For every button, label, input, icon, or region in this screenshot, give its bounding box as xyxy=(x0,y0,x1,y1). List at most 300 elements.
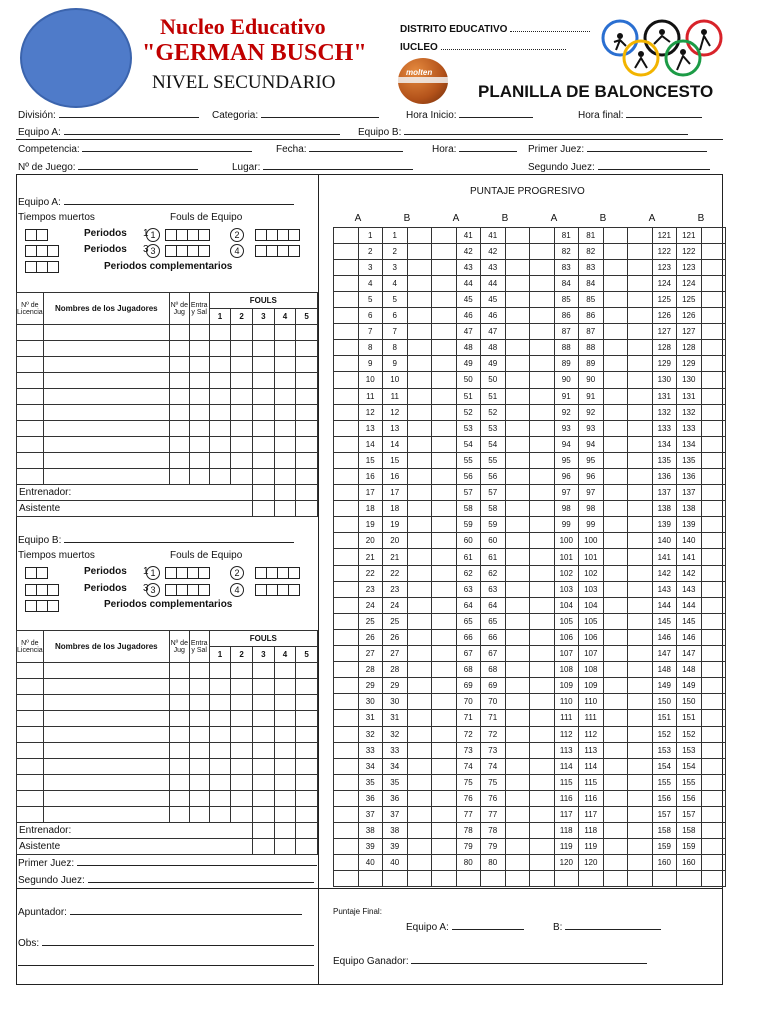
score-a-mark[interactable] xyxy=(530,533,555,549)
score-a-number[interactable]: 136 xyxy=(652,469,677,485)
score-b-mark[interactable] xyxy=(505,372,530,388)
score-b-number[interactable]: 34 xyxy=(383,758,408,774)
team-a-player-cell[interactable] xyxy=(252,469,274,485)
score-b-mark[interactable] xyxy=(701,372,726,388)
score-a-mark[interactable] xyxy=(628,806,653,822)
team-a-player-cell[interactable] xyxy=(296,421,318,437)
score-a-mark[interactable] xyxy=(530,469,555,485)
score-b-mark[interactable] xyxy=(603,742,628,758)
score-a-mark[interactable] xyxy=(432,291,457,307)
score-b-mark[interactable] xyxy=(505,404,530,420)
score-b-number[interactable]: 142 xyxy=(677,565,702,581)
score-b-mark[interactable] xyxy=(701,501,726,517)
score-b-number[interactable]: 108 xyxy=(579,662,604,678)
team-b-fouls-p1[interactable] xyxy=(166,567,210,579)
score-b-number[interactable]: 27 xyxy=(383,646,408,662)
score-a-number[interactable]: 144 xyxy=(652,597,677,613)
score-b-mark[interactable] xyxy=(407,485,432,501)
score-a-mark[interactable] xyxy=(530,806,555,822)
hora-inicio-blank[interactable] xyxy=(459,109,533,118)
score-a-number[interactable]: 48 xyxy=(456,340,481,356)
team-a-player-cell[interactable] xyxy=(43,437,169,453)
score-extra-cell[interactable] xyxy=(407,871,432,887)
score-b-mark[interactable] xyxy=(701,597,726,613)
score-a-mark[interactable] xyxy=(432,340,457,356)
score-b-mark[interactable] xyxy=(603,356,628,372)
score-b-number[interactable]: 72 xyxy=(481,726,506,742)
score-b-number[interactable]: 106 xyxy=(579,629,604,645)
score-a-number[interactable]: 8 xyxy=(358,340,383,356)
score-a-number[interactable]: 75 xyxy=(456,774,481,790)
score-b-number[interactable]: 39 xyxy=(383,839,408,855)
team-a-player-cell[interactable] xyxy=(43,373,169,389)
score-a-mark[interactable] xyxy=(628,324,653,340)
score-a-mark[interactable] xyxy=(530,629,555,645)
score-b-mark[interactable] xyxy=(701,324,726,340)
score-a-number[interactable]: 148 xyxy=(652,662,677,678)
score-b-number[interactable]: 28 xyxy=(383,662,408,678)
score-b-number[interactable]: 20 xyxy=(383,533,408,549)
score-a-mark[interactable] xyxy=(628,517,653,533)
team-b-player-cell[interactable] xyxy=(43,727,169,743)
score-a-mark[interactable] xyxy=(530,420,555,436)
score-b-number[interactable]: 152 xyxy=(677,726,702,742)
score-b-mark[interactable] xyxy=(407,774,432,790)
team-a-fouls-p2[interactable] xyxy=(256,229,300,241)
score-a-number[interactable]: 53 xyxy=(456,420,481,436)
score-a-mark[interactable] xyxy=(334,597,359,613)
team-a-player-cell[interactable] xyxy=(209,421,231,437)
score-b-mark[interactable] xyxy=(701,340,726,356)
team-b-player-cell[interactable] xyxy=(252,743,274,759)
score-a-number[interactable]: 52 xyxy=(456,404,481,420)
score-a-number[interactable]: 60 xyxy=(456,533,481,549)
score-a-number[interactable]: 141 xyxy=(652,549,677,565)
score-b-number[interactable]: 77 xyxy=(481,806,506,822)
score-b-mark[interactable] xyxy=(603,501,628,517)
score-a-mark[interactable] xyxy=(334,404,359,420)
score-a-mark[interactable] xyxy=(334,581,359,597)
score-b-number[interactable]: 146 xyxy=(677,629,702,645)
score-b-mark[interactable] xyxy=(505,823,530,839)
score-b-mark[interactable] xyxy=(603,806,628,822)
score-b-number[interactable]: 21 xyxy=(383,549,408,565)
score-a-number[interactable]: 116 xyxy=(554,790,579,806)
score-a-mark[interactable] xyxy=(334,629,359,645)
score-a-mark[interactable] xyxy=(432,227,457,243)
score-a-number[interactable]: 91 xyxy=(554,388,579,404)
score-extra-cell[interactable] xyxy=(334,871,359,887)
score-extra-cell[interactable] xyxy=(579,871,604,887)
score-extra-cell[interactable] xyxy=(701,871,726,887)
score-b-mark[interactable] xyxy=(701,646,726,662)
score-b-mark[interactable] xyxy=(407,549,432,565)
score-a-mark[interactable] xyxy=(334,517,359,533)
score-a-mark[interactable] xyxy=(432,678,457,694)
score-b-mark[interactable] xyxy=(701,662,726,678)
score-b-number[interactable]: 10 xyxy=(383,372,408,388)
team-b-player-cell[interactable] xyxy=(189,727,209,743)
team-b-player-cell[interactable] xyxy=(169,695,189,711)
score-b-number[interactable]: 9 xyxy=(383,356,408,372)
score-b-mark[interactable] xyxy=(505,710,530,726)
score-b-number[interactable]: 115 xyxy=(579,774,604,790)
score-b-mark[interactable] xyxy=(603,420,628,436)
score-a-number[interactable]: 154 xyxy=(652,758,677,774)
score-b-number[interactable]: 89 xyxy=(579,356,604,372)
competencia-blank[interactable] xyxy=(82,143,252,152)
team-b-player-cell[interactable] xyxy=(209,775,231,791)
team-a-period-2-circle[interactable]: 2 xyxy=(230,228,244,242)
score-b-mark[interactable] xyxy=(603,597,628,613)
score-b-number[interactable]: 3 xyxy=(383,259,408,275)
score-a-number[interactable]: 114 xyxy=(554,758,579,774)
score-a-number[interactable]: 137 xyxy=(652,485,677,501)
apuntador-blank[interactable] xyxy=(70,906,302,915)
team-a-timeout-boxes-3[interactable] xyxy=(26,261,59,273)
score-a-number[interactable]: 4 xyxy=(358,275,383,291)
team-b-player-cell[interactable] xyxy=(17,727,44,743)
team-b-player-cell[interactable] xyxy=(252,663,274,679)
score-b-mark[interactable] xyxy=(505,275,530,291)
team-a-player-cell[interactable] xyxy=(17,373,44,389)
score-a-mark[interactable] xyxy=(530,758,555,774)
team-b-player-cell[interactable] xyxy=(296,663,318,679)
score-a-mark[interactable] xyxy=(334,291,359,307)
score-b-mark[interactable] xyxy=(505,694,530,710)
score-b-number[interactable]: 90 xyxy=(579,372,604,388)
score-a-mark[interactable] xyxy=(530,839,555,855)
team-b-player-cell[interactable] xyxy=(231,695,253,711)
score-a-number[interactable]: 38 xyxy=(358,823,383,839)
score-a-number[interactable]: 112 xyxy=(554,726,579,742)
equipo-ganador-blank[interactable] xyxy=(411,955,647,964)
team-b-timeout-boxes-2[interactable] xyxy=(26,584,59,596)
score-b-number[interactable]: 92 xyxy=(579,404,604,420)
score-a-number[interactable]: 133 xyxy=(652,420,677,436)
score-b-number[interactable]: 103 xyxy=(579,581,604,597)
score-b-mark[interactable] xyxy=(407,436,432,452)
final-equipo-a-blank[interactable] xyxy=(452,921,524,930)
score-a-number[interactable]: 73 xyxy=(456,742,481,758)
score-b-mark[interactable] xyxy=(407,678,432,694)
score-a-number[interactable]: 55 xyxy=(456,452,481,468)
team-a-player-cell[interactable] xyxy=(296,405,318,421)
score-a-mark[interactable] xyxy=(530,823,555,839)
score-a-number[interactable]: 36 xyxy=(358,790,383,806)
score-a-mark[interactable] xyxy=(628,452,653,468)
score-b-number[interactable]: 101 xyxy=(579,549,604,565)
score-a-number[interactable]: 12 xyxy=(358,404,383,420)
score-b-number[interactable]: 35 xyxy=(383,774,408,790)
score-b-mark[interactable] xyxy=(701,774,726,790)
score-b-mark[interactable] xyxy=(407,613,432,629)
score-b-number[interactable]: 55 xyxy=(481,452,506,468)
team-a-coach-cell[interactable] xyxy=(296,485,318,501)
score-a-number[interactable]: 134 xyxy=(652,436,677,452)
score-a-number[interactable]: 130 xyxy=(652,372,677,388)
score-b-number[interactable]: 129 xyxy=(677,356,702,372)
lugar-blank[interactable] xyxy=(263,161,413,170)
score-a-mark[interactable] xyxy=(432,565,457,581)
score-a-number[interactable]: 40 xyxy=(358,855,383,871)
score-b-mark[interactable] xyxy=(407,308,432,324)
team-b-coach-cell[interactable] xyxy=(274,823,296,839)
team-a-timeout-boxes-1[interactable] xyxy=(26,229,48,241)
score-a-number[interactable]: 109 xyxy=(554,678,579,694)
score-a-number[interactable]: 61 xyxy=(456,549,481,565)
score-b-number[interactable]: 11 xyxy=(383,388,408,404)
team-b-period-1-circle[interactable]: 1 xyxy=(146,566,160,580)
team-a-player-cell[interactable] xyxy=(189,437,209,453)
score-b-number[interactable]: 37 xyxy=(383,806,408,822)
team-a-player-cell[interactable] xyxy=(17,357,44,373)
score-a-mark[interactable] xyxy=(432,613,457,629)
score-b-number[interactable]: 40 xyxy=(383,855,408,871)
score-a-mark[interactable] xyxy=(530,613,555,629)
score-a-mark[interactable] xyxy=(530,742,555,758)
team-b-player-cell[interactable] xyxy=(17,775,44,791)
score-a-number[interactable]: 11 xyxy=(358,388,383,404)
score-b-number[interactable]: 81 xyxy=(579,227,604,243)
score-b-mark[interactable] xyxy=(505,501,530,517)
score-a-mark[interactable] xyxy=(432,404,457,420)
team-a-player-cell[interactable] xyxy=(169,357,189,373)
score-a-number[interactable]: 27 xyxy=(358,646,383,662)
score-a-mark[interactable] xyxy=(334,855,359,871)
team-b-blank[interactable] xyxy=(64,534,294,543)
score-b-mark[interactable] xyxy=(505,420,530,436)
score-b-mark[interactable] xyxy=(505,243,530,259)
team-a-player-cell[interactable] xyxy=(296,341,318,357)
score-b-number[interactable]: 36 xyxy=(383,790,408,806)
score-a-number[interactable]: 80 xyxy=(456,855,481,871)
team-a-period-3-circle[interactable]: 3 xyxy=(146,244,160,258)
team-a-player-cell[interactable] xyxy=(231,373,253,389)
team-a-player-cell[interactable] xyxy=(231,421,253,437)
score-b-mark[interactable] xyxy=(701,308,726,324)
score-b-number[interactable]: 134 xyxy=(677,436,702,452)
score-b-mark[interactable] xyxy=(505,388,530,404)
score-b-number[interactable]: 104 xyxy=(579,597,604,613)
score-a-number[interactable]: 76 xyxy=(456,790,481,806)
score-b-mark[interactable] xyxy=(701,517,726,533)
team-b-player-cell[interactable] xyxy=(209,695,231,711)
team-a-assist-cell[interactable] xyxy=(274,501,296,517)
team-b-player-cell[interactable] xyxy=(17,711,44,727)
team-b-player-cell[interactable] xyxy=(209,663,231,679)
score-b-mark[interactable] xyxy=(701,485,726,501)
score-a-number[interactable]: 74 xyxy=(456,758,481,774)
score-b-number[interactable]: 137 xyxy=(677,485,702,501)
score-a-number[interactable]: 138 xyxy=(652,501,677,517)
score-b-number[interactable]: 71 xyxy=(481,710,506,726)
score-a-number[interactable]: 79 xyxy=(456,839,481,855)
score-a-number[interactable]: 87 xyxy=(554,324,579,340)
score-b-mark[interactable] xyxy=(603,436,628,452)
score-a-mark[interactable] xyxy=(628,243,653,259)
score-b-mark[interactable] xyxy=(603,774,628,790)
score-b-mark[interactable] xyxy=(407,662,432,678)
primer-juez-blank[interactable] xyxy=(587,143,707,152)
score-a-mark[interactable] xyxy=(432,388,457,404)
score-b-number[interactable]: 49 xyxy=(481,356,506,372)
score-a-number[interactable]: 101 xyxy=(554,549,579,565)
score-a-number[interactable]: 90 xyxy=(554,372,579,388)
team-a-player-cell[interactable] xyxy=(209,325,231,341)
team-b-player-cell[interactable] xyxy=(43,663,169,679)
score-b-number[interactable]: 50 xyxy=(481,372,506,388)
bottom-primer-juez-blank[interactable] xyxy=(77,857,317,866)
team-b-player-cell[interactable] xyxy=(231,663,253,679)
score-b-number[interactable]: 125 xyxy=(677,291,702,307)
team-b-player-cell[interactable] xyxy=(169,759,189,775)
score-a-number[interactable]: 9 xyxy=(358,356,383,372)
score-b-mark[interactable] xyxy=(505,742,530,758)
score-b-mark[interactable] xyxy=(701,790,726,806)
score-b-number[interactable]: 94 xyxy=(579,436,604,452)
score-b-mark[interactable] xyxy=(505,485,530,501)
team-b-player-cell[interactable] xyxy=(252,711,274,727)
score-a-number[interactable]: 94 xyxy=(554,436,579,452)
score-b-number[interactable]: 75 xyxy=(481,774,506,790)
score-a-mark[interactable] xyxy=(334,259,359,275)
score-a-number[interactable]: 96 xyxy=(554,469,579,485)
score-b-mark[interactable] xyxy=(407,597,432,613)
score-a-mark[interactable] xyxy=(432,823,457,839)
score-a-number[interactable]: 125 xyxy=(652,291,677,307)
team-b-player-cell[interactable] xyxy=(296,711,318,727)
score-a-mark[interactable] xyxy=(334,469,359,485)
score-a-number[interactable]: 20 xyxy=(358,533,383,549)
score-a-number[interactable]: 13 xyxy=(358,420,383,436)
equipo-a-blank[interactable] xyxy=(64,126,340,135)
score-a-number[interactable]: 131 xyxy=(652,388,677,404)
score-b-mark[interactable] xyxy=(701,259,726,275)
score-b-mark[interactable] xyxy=(407,340,432,356)
score-a-number[interactable]: 39 xyxy=(358,839,383,855)
score-a-number[interactable]: 117 xyxy=(554,806,579,822)
score-b-number[interactable]: 29 xyxy=(383,678,408,694)
score-a-mark[interactable] xyxy=(432,485,457,501)
score-b-mark[interactable] xyxy=(407,291,432,307)
score-b-mark[interactable] xyxy=(603,646,628,662)
score-b-number[interactable]: 128 xyxy=(677,340,702,356)
score-b-mark[interactable] xyxy=(701,243,726,259)
score-a-number[interactable]: 103 xyxy=(554,581,579,597)
team-a-player-cell[interactable] xyxy=(274,405,296,421)
score-b-number[interactable]: 87 xyxy=(579,324,604,340)
team-a-player-cell[interactable] xyxy=(43,389,169,405)
score-extra-cell[interactable] xyxy=(505,871,530,887)
team-b-player-cell[interactable] xyxy=(274,743,296,759)
score-a-mark[interactable] xyxy=(334,452,359,468)
score-b-number[interactable]: 109 xyxy=(579,678,604,694)
score-b-number[interactable]: 98 xyxy=(579,501,604,517)
score-b-mark[interactable] xyxy=(505,646,530,662)
team-b-player-cell[interactable] xyxy=(189,807,209,823)
score-b-mark[interactable] xyxy=(603,452,628,468)
score-a-mark[interactable] xyxy=(334,646,359,662)
score-b-mark[interactable] xyxy=(407,726,432,742)
score-a-mark[interactable] xyxy=(628,388,653,404)
team-b-player-cell[interactable] xyxy=(169,711,189,727)
score-b-mark[interactable] xyxy=(701,710,726,726)
score-b-number[interactable]: 160 xyxy=(677,855,702,871)
score-a-mark[interactable] xyxy=(530,694,555,710)
score-b-number[interactable]: 31 xyxy=(383,710,408,726)
score-b-number[interactable]: 149 xyxy=(677,678,702,694)
hora-blank[interactable] xyxy=(459,143,517,152)
score-a-mark[interactable] xyxy=(530,790,555,806)
score-a-number[interactable]: 47 xyxy=(456,324,481,340)
team-a-player-cell[interactable] xyxy=(43,341,169,357)
team-b-player-cell[interactable] xyxy=(209,807,231,823)
team-a-player-cell[interactable] xyxy=(17,325,44,341)
score-b-mark[interactable] xyxy=(603,324,628,340)
team-a-fouls-p1[interactable] xyxy=(166,229,210,241)
score-a-number[interactable]: 82 xyxy=(554,243,579,259)
score-b-mark[interactable] xyxy=(701,356,726,372)
team-b-player-cell[interactable] xyxy=(189,775,209,791)
team-a-player-cell[interactable] xyxy=(17,421,44,437)
score-b-number[interactable]: 52 xyxy=(481,404,506,420)
score-b-mark[interactable] xyxy=(701,469,726,485)
score-b-number[interactable]: 157 xyxy=(677,806,702,822)
score-a-mark[interactable] xyxy=(628,420,653,436)
score-a-number[interactable]: 81 xyxy=(554,227,579,243)
score-a-mark[interactable] xyxy=(530,678,555,694)
score-b-mark[interactable] xyxy=(407,469,432,485)
team-a-player-cell[interactable] xyxy=(252,421,274,437)
score-a-mark[interactable] xyxy=(432,581,457,597)
score-b-mark[interactable] xyxy=(407,356,432,372)
score-a-number[interactable]: 62 xyxy=(456,565,481,581)
score-b-mark[interactable] xyxy=(603,710,628,726)
score-b-mark[interactable] xyxy=(407,742,432,758)
score-a-number[interactable]: 64 xyxy=(456,597,481,613)
score-a-mark[interactable] xyxy=(628,597,653,613)
score-b-number[interactable]: 91 xyxy=(579,388,604,404)
score-b-mark[interactable] xyxy=(505,533,530,549)
score-b-mark[interactable] xyxy=(603,404,628,420)
team-b-player-cell[interactable] xyxy=(209,759,231,775)
score-a-number[interactable]: 118 xyxy=(554,823,579,839)
score-b-number[interactable]: 13 xyxy=(383,420,408,436)
team-b-player-cell[interactable] xyxy=(189,679,209,695)
score-a-number[interactable]: 142 xyxy=(652,565,677,581)
score-a-number[interactable]: 15 xyxy=(358,452,383,468)
team-a-player-cell[interactable] xyxy=(43,453,169,469)
score-b-number[interactable]: 138 xyxy=(677,501,702,517)
score-a-number[interactable]: 160 xyxy=(652,855,677,871)
score-b-number[interactable]: 12 xyxy=(383,404,408,420)
score-a-mark[interactable] xyxy=(432,758,457,774)
team-b-player-cell[interactable] xyxy=(209,727,231,743)
score-a-mark[interactable] xyxy=(432,694,457,710)
score-a-mark[interactable] xyxy=(628,790,653,806)
team-b-player-cell[interactable] xyxy=(43,679,169,695)
score-b-mark[interactable] xyxy=(407,710,432,726)
score-b-mark[interactable] xyxy=(603,855,628,871)
score-extra-cell[interactable] xyxy=(456,871,481,887)
score-b-number[interactable]: 66 xyxy=(481,629,506,645)
score-a-number[interactable]: 19 xyxy=(358,517,383,533)
team-a-player-cell[interactable] xyxy=(43,357,169,373)
team-a-player-cell[interactable] xyxy=(274,437,296,453)
score-a-mark[interactable] xyxy=(530,855,555,871)
score-b-number[interactable]: 59 xyxy=(481,517,506,533)
